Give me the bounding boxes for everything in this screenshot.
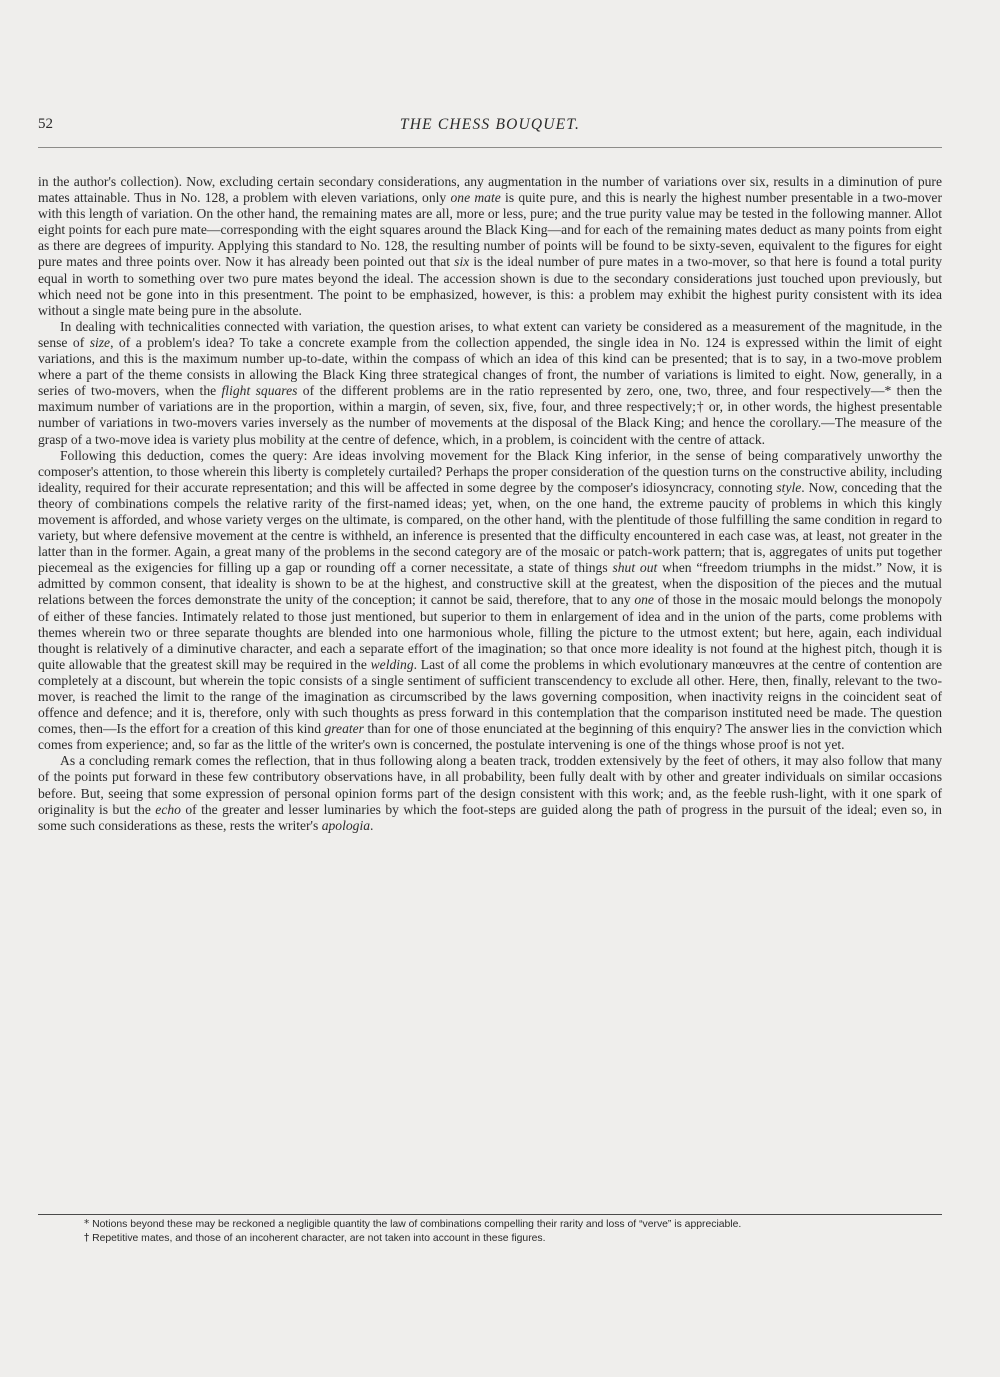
footnote-2: † Repetitive mates, and those of an incoherent character, are not taken into account in these figures. bbox=[84, 1231, 546, 1244]
footnote-rule bbox=[38, 1214, 942, 1215]
page-header bbox=[38, 116, 942, 140]
paragraph-1: in the author's collection). Now, excluding certain secondary considerations, any augmentation in the number of variations over six, results in a diminution of pure mates attainable. Thus in No. 128, a problem with eleven variations, only one mate is quite pure, and this is nearly the highest number presentable in a two-mover with this length of variation. On the other hand, the remaining mates are all, more or less, pure; and the true purity value may be tested in the following manner. Allot eight points for each pure mate—corresponding with the eight squares around the Black King—and for each of the remaining mates deduct as many points from eight as there are degrees of impurity. Applying this standard to No. 128, the resulting number of points will be found to be sixty-seven, equivalent to the figures for eight pure mates and three points over. Now it has already been pointed out that six is the ideal number of pure mates in a two-mover, so that here is found a total purity equal in worth to something over two pure mates beyond the ideal. The accession shown is due to the secondary considerations just touched upon previously, but which need not be gone into in this presentment. The point to be emphasized, however, is this: a problem may exhibit the highest purity consistent with its idea without a single mate being pure in the absolute. bbox=[38, 174, 942, 318]
paragraph-2: In dealing with technicalities connected with variation, the question arises, to what extent can variety be considered as a measurement of the magnitude, in the sense of size, of a problem's idea? To take a concrete example from the collection appended, the single idea in No. 124 is expressed within the limit of eight variations, and this is the maximum number up-to-date, within the compass of which an idea of this kind can be presented; that is to say, in a two-move problem where a part of the theme consists in allowing the Black King three strategical changes of front, the number of variations is limited to eight. Now, generally, in a series of two-movers, when the flight squares of the different problems are in the ratio represented by zero, one, two, three, and four respectively—* then the maximum number of variations are in the proportion, within a margin, of seven, six, five, four, and three respectively;† or, in other words, the highest presentable number of variations in two-movers varies inversely as the number of movements at the disposal of the Black King; and hence the corollary.—The measure of the grasp of a two-move idea is variety plus mobility at the centre of defence, which, in a problem, is coincident with the centre of attack. bbox=[38, 318, 943, 447]
running-title: THE CHESS BOUQUET. bbox=[399, 116, 581, 133]
paragraph-4: As a concluding remark comes the reflection, that in thus following along a beaten track, trodden extensively by the feet of others, it may also follow that many of the points put forward in these few contributory observations have, in all probability, been fully dealt with by other and greater individuals on similar occasions before. But, seeing that some expression of personal opinion forms part of the design consistent with this work; and, as the feeble rush-light, with it one spark of originality is but the echo of the greater and lesser luminaries by which the foot-steps are guided along the path of progress in the pursuit of the ideal; even so, in some such considerations as these, rests the writer's apologia. bbox=[38, 753, 942, 833]
page-number: 52 bbox=[38, 116, 53, 132]
footnote-mark-asterisk: * bbox=[84, 1218, 90, 1230]
paragraph-3: Following this deduction, comes the query: Are ideas involving movement for the Black King inferior, in the sense of being comparatively unworthy the composer's attention, to those wherein this liberty is completely curtailed? Perhaps the proper consideration of the question turns on the constructive ability, including ideality, required for their accurate representation; and this will be affected in some degree by the composer's idiosyncracy, connoting style. Now, conceding that the theory of combinations compels the relative rarity of the first-named ideas; yet, when, on the one hand, the extreme paucity of problems in which this kingly movement is afforded, and whose variety verges on the ultimate, is compared, on the other hand, with the plentitude of those fulfilling the same condition in regard to variety, but where defensive movement at the centre is withheld, an inference is presented that the difficulty encountered in each case was, at least, not greater in the latter than in the former. Again, a great many of the problems in the second category are of the mosaic or patch-work pattern; that is, aggregates of units put together piecemeal as the exigencies for filling up a gap or rounding off a corner necessitate, a state of things shut out when “freedom triumphs in the midst.” Now, it is admitted by common consent, that ideality is shown to be at the highest, and constructive skill at the greatest, when the disposition of the pieces and the mutual relations between the forces demonstrate the unity of the conception; it cannot be said, therefore, that to any one of those in the mosaic mould belongs the monopoly of either of these fancies. Intimately related to those just mentioned, but superior to them in enlargement of idea and in the union of the parts, come problems with themes wherein two or three separate thoughts are blended into one harmonious whole, filling the picture to the utmost extent; but here, again, each individual thought is relatively of a diminutive character, and each a separate effort of the imagination; so that once more ideality is not found at the highest pitch, though it is quite allowable that the greatest skill may be required in the welding. Last of all come the problems in which evolutionary manœuvres at the centre of contention are completely at a discount, but wherein the topic consists of a single sentiment of sufficient transcendency to exclude all other. Here, then, finally, relevant to the two-mover, is reached the limit to the range of the imagination as circumscribed by the laws governing composition, when inactivity reigns in the coincident seat of offence and defence; and it is, therefore, only with such thoughts as press forward in this contemplation that the comparison instituted need be made. The question comes, then—Is the effort for a creation of this kind greater than for one of those enunciated at the beginning of this enquiry? The answer lies in the conviction which comes from experience; and, so far as the little of the writer's own is concerned, the postulate intervening is one of the things whose proof is not yet. bbox=[38, 447, 943, 753]
body-text bbox=[38, 174, 942, 834]
footnote-mark-dagger: † bbox=[84, 1231, 90, 1244]
footnotes bbox=[38, 1218, 942, 1245]
footnote-1: * Notions beyond these may be reckoned a negligible quantity the law of combinations compelling their rarity and loss of “verve” is appreciable. bbox=[84, 1218, 742, 1230]
header-rule bbox=[38, 147, 942, 148]
